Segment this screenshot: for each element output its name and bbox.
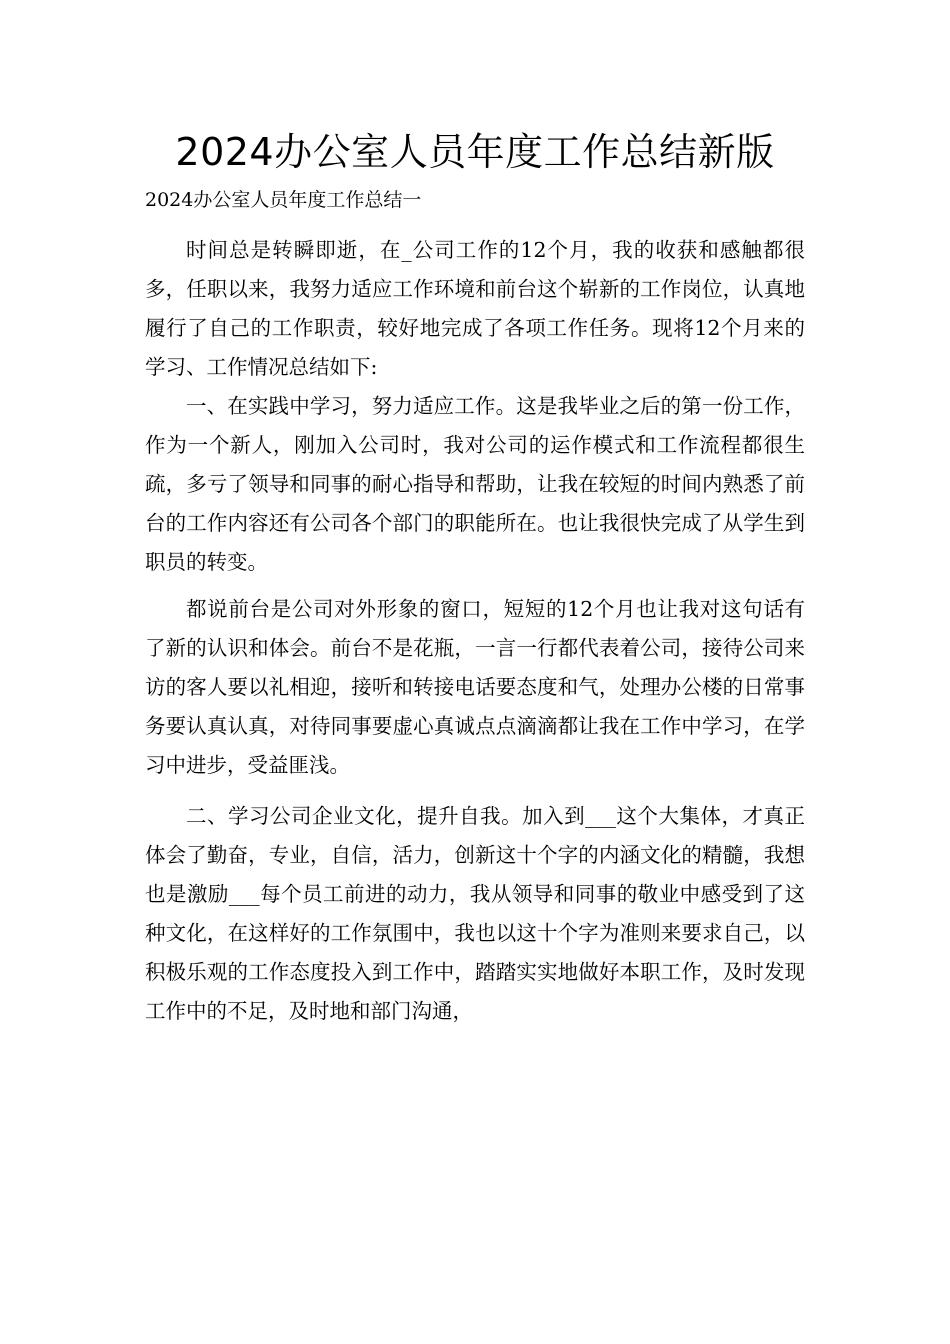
document-title: 2024办公室人员年度工作总结新版: [175, 130, 775, 174]
document-body: [145, 231, 805, 1031]
paragraph-section-one: 一、在实践中学习，努力适应工作。这是我毕业之后的第一份工作，作为一个新人，刚加入公司时，我对公司的运作模式和工作流程都很生疏，多亏了领导和同事的耐心指导和帮助，让我在较短的时间内熟悉了前台的工作内容还有公司各个部门的职能所在。也让我很快完成了从学生到职员的转变。: [145, 394, 805, 574]
document-subtitle: 2024办公室人员年度工作总结一: [145, 189, 422, 211]
paragraph-front-desk: 都说前台是公司对外形象的窗口，短短的12个月也让我对这句话有了新的认识和体会。前台不是花瓶，一言一行都代表着公司，接待公司来访的客人要以礼相迎，接听和转接电话要态度和气，处理办公楼的日常事务要认真认真，对待同事要虚心真诚点点滴滴都让我在工作中学习，在学习中进步，受益匪浅。: [145, 597, 805, 777]
paragraph-intro: 时间总是转瞬即逝，在_公司工作的12个月，我的收获和感触都很多，任职以来，我努力适应工作环境和前台这个崭新的工作岗位，认真地履行了自己的工作职责，较好地完成了各项工作任务。现将12个月来的学习、工作情况总结如下:: [145, 238, 805, 379]
paragraph-section-two: 二、学习公司企业文化，提升自我。加入到___这个大集体，才真正体会了勤奋，专业，自信，活力，创新这十个字的内涵文化的精髓，我想也是激励___每个员工前进的动力，我从领导和同事的敬业中感受到了这种文化，在这样好的工作氛围中，我也以这十个字为准则来要求自己，以积极乐观的工作态度投入到工作中，踏踏实实地做好本职工作，及时发现工作中的不足，及时地和部门沟通，: [145, 804, 805, 1023]
